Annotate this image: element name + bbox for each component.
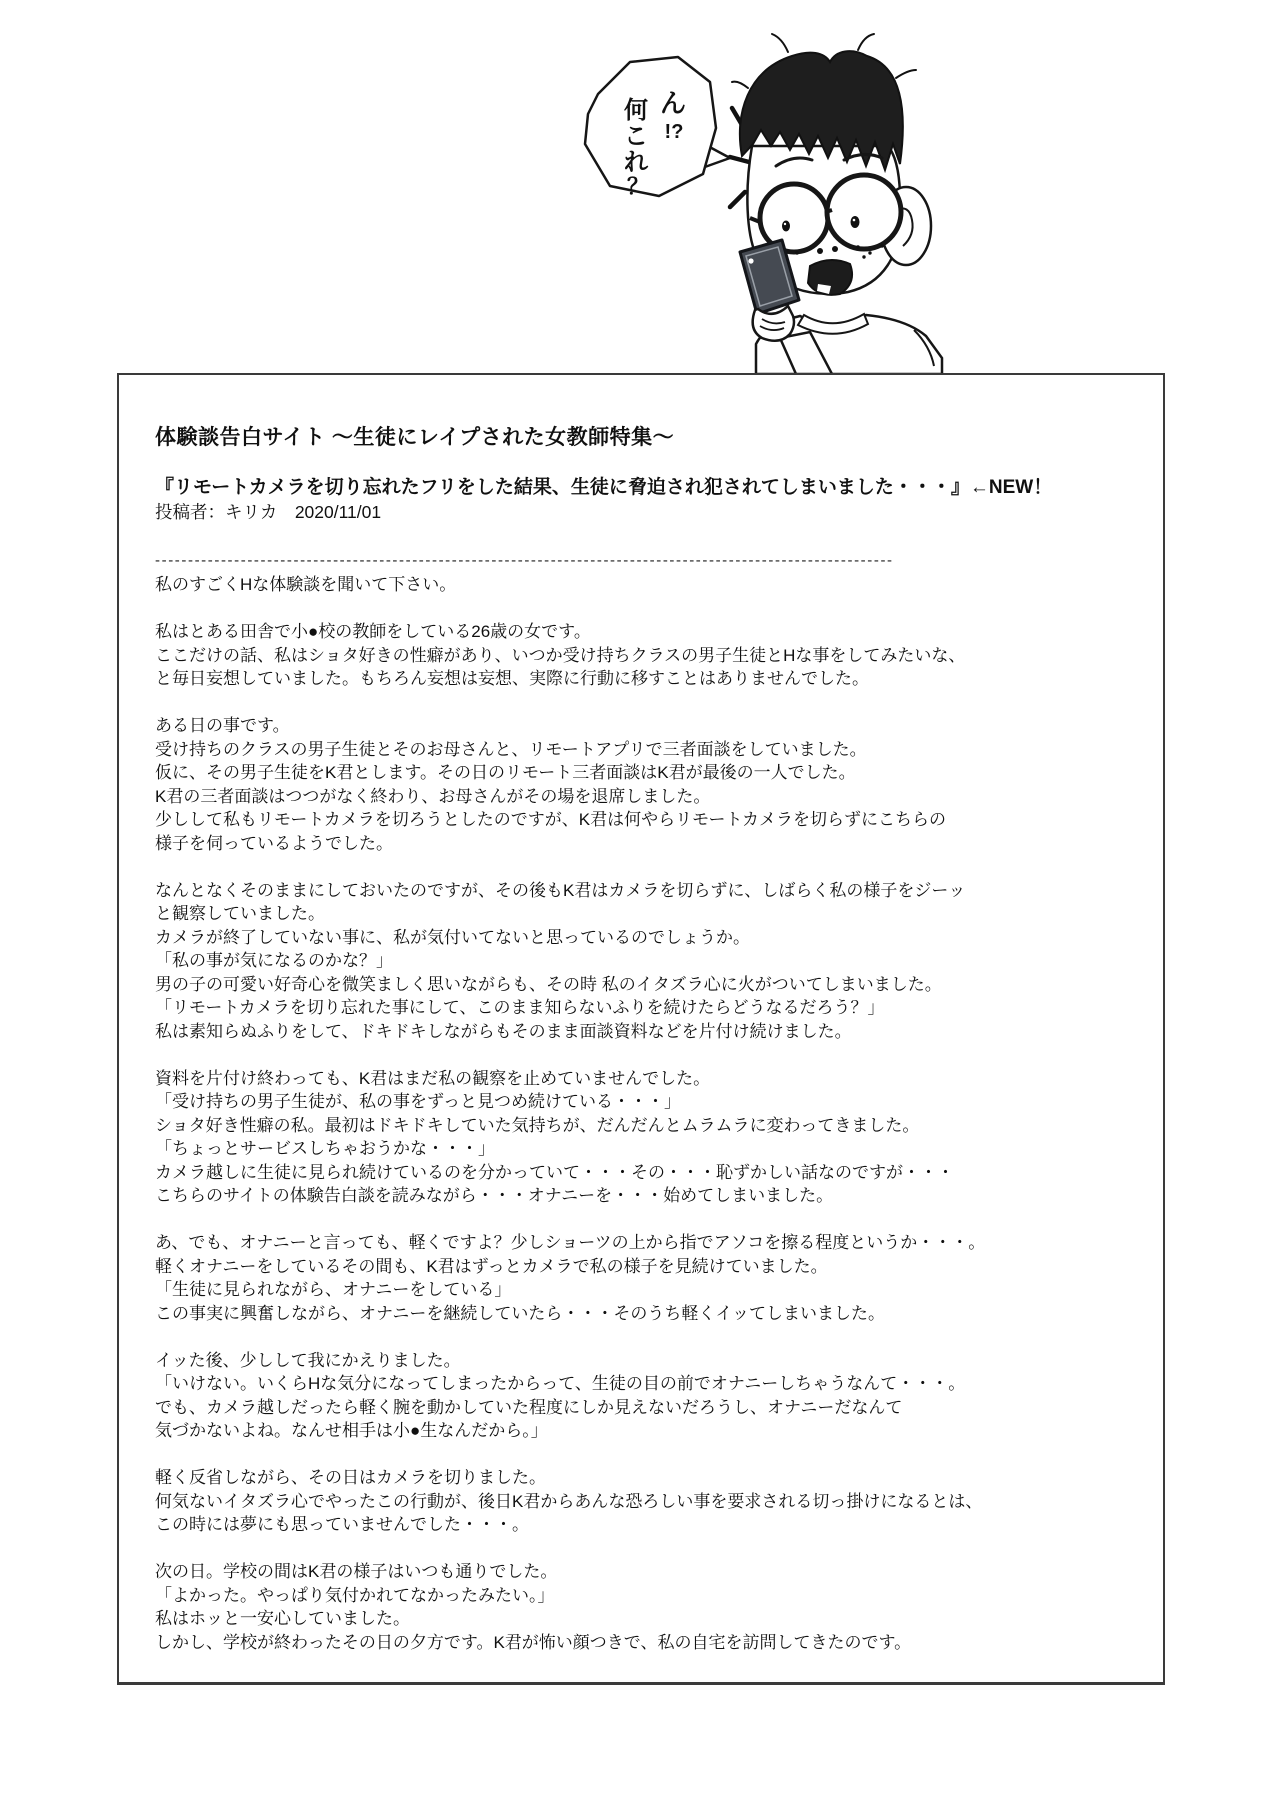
story-line: イッた後、少しして我にかえりました。 <box>155 1350 461 1370</box>
story-line: 私は素知らぬふりをして、ドキドキしながらもそのまま面談資料などを片付け続けました。 <box>155 1021 852 1041</box>
story-line: K君の三者面談はつつがなく終わり、お母さんがその場を退席しました。 <box>155 786 711 806</box>
story-line: 「リモートカメラを切り忘れた事にして、このまま知らないふりを続けたらどうなるだろう？」 <box>155 998 885 1017</box>
boy-character <box>732 34 942 374</box>
story-line: こちらのサイトの体験告白談を読みながら・・・オナニーを・・・始めてしまいました。 <box>155 1186 834 1205</box>
story-line <box>155 855 1145 879</box>
svg-text:？: ？ <box>626 174 650 199</box>
post-meta: 投稿者：キリカ 2020/11/01 <box>155 502 382 522</box>
story-line: 男の子の可愛い好奇心を微笑ましく思いながらも、その時 私のイタズラ心に火がついてしまいました。 <box>155 974 942 994</box>
story-line: カメラが終了していない事に、私が気付いてないと思っているのでしょうか。 <box>155 927 750 947</box>
story-line: 「私の事が気になるのかな？」 <box>155 951 393 970</box>
boy-mouth <box>808 260 852 295</box>
story-line <box>155 597 1145 621</box>
story-line <box>155 1325 1145 1349</box>
story-line: 仮に、その男子生徒をK君とします。その日のリモート三者面談はK君が最後の一人でした。 <box>155 763 856 782</box>
svg-text:何: 何 <box>624 97 648 124</box>
boy-illustration <box>552 26 988 374</box>
svg-text:!?: !? <box>664 121 684 143</box>
story-line: 私のすごくHな体験談を聞いて下さい。 <box>155 575 457 594</box>
story-line: 何気ないイタズラ心でやったこの行動が、後日K君からあんな恐ろしい事を要求される切っ掛けになるとは、 <box>155 1491 983 1511</box>
story-line: この事実に興奮しながら、オナニーを継続していたら・・・そのうち軽くイッてしまいました。 <box>155 1303 885 1323</box>
story-line <box>155 1537 1145 1561</box>
story-line: 受け持ちのクラスの男子生徒とそのお母さんと、リモートアプリで三者面談をしていました。 <box>155 739 867 759</box>
story-line: カメラ越しに生徒に見られ続けているのを分かっていて・・・その・・・恥ずかしい話なのですが・・・ <box>155 1162 954 1182</box>
story-line <box>155 1208 1145 1232</box>
story-line: 「よかった。やっぱり気付かれてなかったみたい。」 <box>155 1585 555 1605</box>
story-line: でも、カメラ越しだったら軽く腕を動かしていた程度にしか見えないだろうし、オナニーだなんて <box>155 1397 903 1417</box>
story-line: しかし、学校が終わったその日の夕方です。K君が怖い顔つきで、私の自宅を訪問してきたのです。 <box>155 1632 912 1652</box>
story-line: と毎日妄想していました。もちろん妄想は妄想、実際に行動に移すことはありませんでした。 <box>155 669 869 688</box>
story-line: 私はとある田舎で小●校の教師をしている26歳の女です。 <box>155 622 591 641</box>
svg-text:ん: ん <box>659 88 687 118</box>
story-line: 次の日。学校の間はK君の様子はいつも通りでした。 <box>155 1562 558 1581</box>
story-line: ショタ好き性癖の私。最初はドキドキしていた気持ちが、だんだんとムラムラに変わってきました。 <box>155 1115 920 1135</box>
story-line <box>155 1443 1145 1467</box>
post-title: 『リモートカメラを切り忘れたフリをした結果、生徒に脅迫され犯されてしまいました・・・』←NEW！ <box>155 477 1053 498</box>
story-body <box>155 573 1145 1654</box>
dashed-separator: ---------------------------------------------------------------------------------------------------------------- <box>155 552 894 569</box>
svg-text:れ: れ <box>624 149 648 176</box>
svg-text:こ: こ <box>624 123 648 150</box>
story-line <box>155 691 1145 715</box>
story-line: ここだけの話、私はショタ好きの性癖があり、いつか受け持ちクラスの男子生徒とHな事をしてみたいな、 <box>155 645 966 665</box>
story-line: 軽く反省しながら、その日はカメラを切りました。 <box>155 1468 546 1487</box>
story-line: 軽くオナニーをしているその間も、K君はずっとカメラで私の様子を見続けていました。 <box>155 1256 828 1276</box>
story-line: 様子を伺っているようでした。 <box>155 833 393 853</box>
story-line: あ、でも、オナニーと言っても、軽くですよ？少しショーツの上から指でアソコを擦る程度というか・・・。 <box>155 1233 986 1252</box>
story-line: ある日の事です。 <box>155 716 290 735</box>
story-line: なんとなくそのままにしておいたのですが、その後もK君はカメラを切らずに、しばらく私の様子をジーッ <box>155 880 966 900</box>
story-line: 私はホッと一安心していました。 <box>155 1609 410 1628</box>
story-line: 「ちょっとサービスしちゃおうかな・・・」 <box>155 1139 495 1158</box>
site-title: 体験談告白サイト ～生徒にレイプされた女教師特集～ <box>155 426 675 449</box>
story-line: 「いけない。いくらHな気分になってしまったからって、生徒の目の前でオナニーしちゃうなんて・・・。 <box>155 1374 966 1393</box>
story-line: この時には夢にも思っていませんでした・・・。 <box>155 1515 529 1534</box>
story-line: 「生徒に見られながら、オナニーをしている」 <box>155 1280 512 1299</box>
story-line: 資料を片付け終わっても、K君はまだ私の観察を止めていませんでした。 <box>155 1068 711 1088</box>
speech-bubble-body <box>585 57 716 196</box>
boy-hand <box>753 306 794 341</box>
story-line: と観察していました。 <box>155 904 325 923</box>
speech-bubble <box>585 57 730 199</box>
story-line: 気づかないよね。なんせ相手は小●生なんだから。」 <box>155 1421 548 1440</box>
story-line <box>155 1043 1145 1067</box>
story-line: 少しして私もリモートカメラを切ろうとしたのですが、K君は何やらリモートカメラを切らずにこちらの <box>155 810 946 829</box>
story-line: 「受け持ちの男子生徒が、私の事をずっと見つめ続けている・・・」 <box>155 1092 681 1111</box>
story-panel <box>117 373 1165 1685</box>
